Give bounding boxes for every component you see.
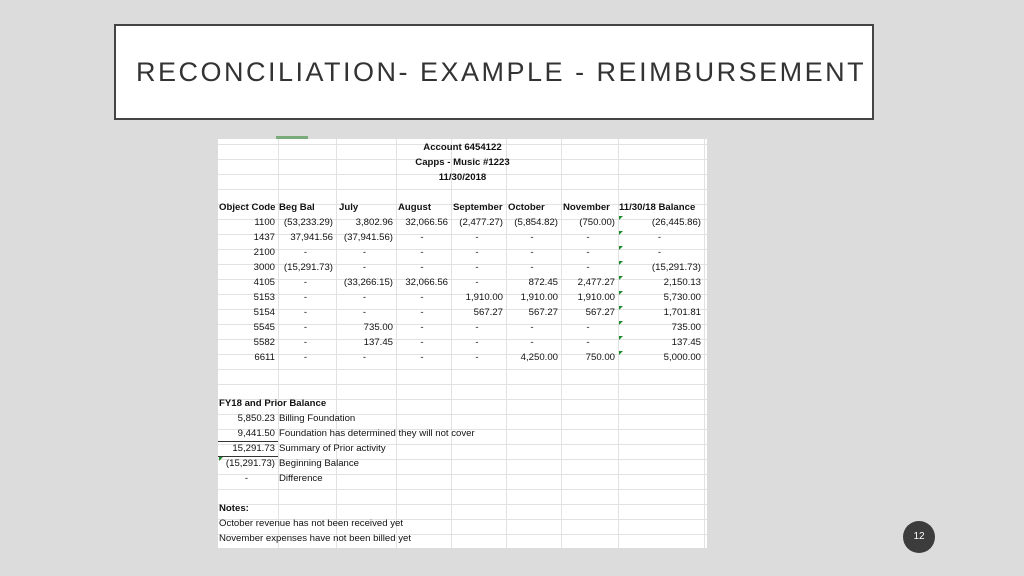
table-cell: 4,250.00 — [520, 352, 558, 363]
table-cell: - — [303, 307, 308, 318]
table-cell: - — [420, 352, 424, 363]
table-row — [218, 245, 707, 260]
table-cell: (15,291.73) — [651, 262, 701, 273]
table-cell: - — [420, 322, 424, 333]
table-cell: - — [303, 292, 308, 303]
fy18-label: Difference — [279, 473, 323, 484]
cell-error-indicator — [619, 261, 623, 265]
table-cell: 3,802.96 — [355, 217, 393, 228]
table-cell: - — [303, 277, 308, 288]
fy18-row — [218, 411, 707, 426]
table-row — [218, 275, 707, 290]
sum-underline — [218, 441, 278, 442]
cell-error-indicator — [619, 336, 623, 340]
note-line: October revenue has not been received yet — [219, 518, 403, 529]
table-cell: - — [586, 232, 590, 243]
table-cell: (2,477.27) — [459, 217, 503, 228]
fy18-amount: 15,291.73 — [232, 443, 275, 454]
col-header-september: September — [453, 202, 503, 213]
table-cell: - — [657, 247, 662, 258]
table-cell: - — [362, 307, 367, 318]
col-header-balance: 11/30/18 Balance — [619, 202, 696, 213]
table-cell: (15,291.73) — [283, 262, 333, 273]
table-cell: - — [420, 292, 424, 303]
table-cell: 1100 — [254, 217, 275, 228]
table-cell: - — [475, 322, 479, 333]
fy18-row — [218, 471, 707, 486]
page-number-badge: 12 — [903, 521, 935, 553]
table-cell: 3000 — [253, 262, 275, 273]
table-cell: - — [475, 247, 479, 258]
cell-error-indicator — [219, 457, 223, 461]
cell-error-indicator — [619, 231, 623, 235]
table-cell: - — [362, 352, 367, 363]
table-cell: 6611 — [254, 352, 275, 363]
project-title: Capps - Music #1223 — [415, 157, 510, 168]
table-row — [218, 215, 707, 230]
table-cell: - — [475, 232, 479, 243]
table-cell: 137.45 — [671, 337, 701, 348]
table-row — [218, 350, 707, 365]
table-cell: 32,066.56 — [405, 277, 448, 288]
table-row — [218, 305, 707, 320]
table-cell: 2100 — [253, 247, 275, 258]
fy18-row — [218, 441, 707, 456]
fy18-row — [218, 456, 707, 471]
table-cell: 872.45 — [528, 277, 558, 288]
table-cell: - — [303, 322, 308, 333]
table-cell: (37,941.56) — [343, 232, 393, 243]
cell-error-indicator — [619, 291, 623, 295]
table-cell: (750.00) — [579, 217, 615, 228]
col-header-november: November — [563, 202, 610, 213]
table-cell: 735.00 — [671, 322, 701, 333]
table-cell: 5545 — [253, 322, 275, 333]
cell-error-indicator — [619, 306, 623, 310]
table-cell: - — [530, 322, 534, 333]
table-row — [218, 290, 707, 305]
table-cell: - — [420, 337, 424, 348]
table-cell: - — [303, 337, 308, 348]
table-cell: - — [362, 262, 367, 273]
table-cell: - — [420, 232, 424, 243]
table-cell: (33,266.15) — [343, 277, 393, 288]
table-cell: - — [586, 322, 590, 333]
table-cell: 2,150.13 — [663, 277, 701, 288]
table-cell: 2,477.27 — [577, 277, 615, 288]
table-cell: 567.27 — [528, 307, 558, 318]
fy18-amount: 5,850.23 — [237, 413, 275, 424]
table-cell: 137.45 — [363, 337, 393, 348]
table-cell: 4105 — [253, 277, 275, 288]
sheet-header-row — [218, 155, 707, 170]
title-box — [114, 24, 874, 120]
table-cell: 750.00 — [585, 352, 615, 363]
table-row — [218, 335, 707, 350]
table-cell: - — [362, 247, 367, 258]
table-row — [218, 320, 707, 335]
column-header-row — [218, 200, 707, 215]
table-cell: - — [303, 247, 308, 258]
col-header-july: July — [339, 202, 359, 213]
cell-error-indicator — [619, 216, 623, 220]
cell-error-indicator — [619, 246, 623, 250]
slide-title: RECONCILIATION- EXAMPLE - REIMBURSEMENT — [136, 56, 867, 87]
table-cell: 1437 — [253, 232, 275, 243]
sheet-header-row — [218, 170, 707, 185]
table-cell: (5,854.82) — [514, 217, 558, 228]
table-cell: 1,910.00 — [465, 292, 503, 303]
table-cell: - — [420, 262, 424, 273]
table-cell: - — [586, 262, 590, 273]
fy18-label: Beginning Balance — [279, 458, 360, 469]
table-cell: - — [586, 247, 590, 258]
table-cell: 567.27 — [473, 307, 503, 318]
table-cell: 1,910.00 — [577, 292, 615, 303]
table-cell: - — [303, 352, 308, 363]
fy18-amount: - — [244, 473, 249, 484]
table-cell: 1,910.00 — [520, 292, 558, 303]
fy18-label: Summary of Prior activity — [279, 443, 386, 454]
notes-line-row — [218, 516, 707, 531]
notes-heading: Notes: — [219, 503, 249, 514]
spreadsheet-image — [218, 139, 707, 548]
table-cell: - — [530, 247, 534, 258]
table-cell: (53,233.29) — [283, 217, 333, 228]
cell-error-indicator — [619, 321, 623, 325]
account-title: Account 6454122 — [423, 142, 502, 153]
table-cell: - — [530, 262, 534, 273]
table-row — [218, 230, 707, 245]
table-cell: 37,941.56 — [290, 232, 333, 243]
fy18-label: Foundation has determined they will not cover — [279, 428, 475, 439]
table-cell: 5153 — [253, 292, 275, 303]
fy18-label: Billing Foundation — [279, 413, 356, 424]
sum-underline — [218, 456, 278, 457]
note-line: November expenses have not been billed yet — [219, 533, 411, 544]
table-cell: - — [420, 247, 424, 258]
table-cell: - — [657, 232, 662, 243]
table-cell: 5,730.00 — [663, 292, 701, 303]
notes-line-row — [218, 531, 707, 546]
notes-heading-row — [218, 501, 707, 516]
col-header-object-code: Object Code — [219, 202, 276, 213]
fy18-amount: 9,441.50 — [237, 428, 275, 439]
col-header-august: August — [398, 202, 432, 213]
table-cell: - — [530, 232, 534, 243]
table-cell: (26,445.86) — [651, 217, 701, 228]
table-cell: - — [420, 307, 424, 318]
cell-error-indicator — [619, 276, 623, 280]
table-cell: - — [475, 277, 479, 288]
table-cell: 32,066.56 — [405, 217, 448, 228]
fy18-row — [218, 426, 707, 441]
table-cell: 5582 — [253, 337, 275, 348]
col-header-october: October — [508, 202, 545, 213]
fy18-amount: (15,291.73) — [225, 458, 275, 469]
table-cell: - — [530, 337, 534, 348]
cell-error-indicator — [619, 351, 623, 355]
table-row — [218, 260, 707, 275]
col-header-beg-bal: Beg Bal — [279, 202, 315, 213]
table-cell: - — [475, 262, 479, 273]
table-cell: - — [475, 337, 479, 348]
table-cell: - — [475, 352, 479, 363]
table-cell: - — [362, 292, 367, 303]
table-cell: 5154 — [253, 307, 275, 318]
table-cell: 567.27 — [585, 307, 615, 318]
sheet-header-row — [218, 140, 707, 155]
table-cell: 1,701.81 — [663, 307, 701, 318]
table-cell: - — [586, 337, 590, 348]
fy18-heading-row — [218, 396, 707, 411]
table-cell: 735.00 — [363, 322, 393, 333]
fy18-heading: FY18 and Prior Balance — [219, 398, 327, 409]
date-title: 11/30/2018 — [438, 172, 487, 183]
table-cell: 5,000.00 — [663, 352, 701, 363]
